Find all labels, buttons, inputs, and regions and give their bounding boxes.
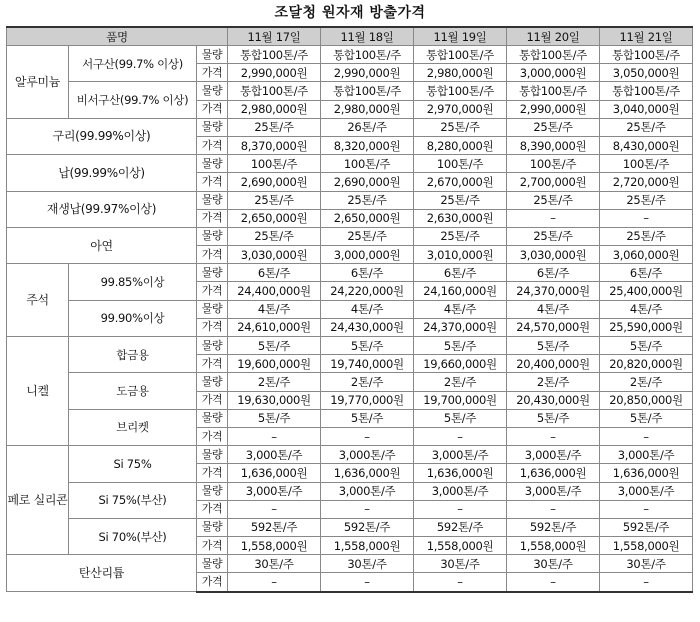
price-cell: 1,636,000원: [600, 464, 693, 482]
qty-cell: 5톤/주: [414, 337, 507, 355]
qty-cell: 30톤/주: [600, 555, 693, 573]
qty-cell: 25톤/주: [414, 227, 507, 245]
row-label-price: 가격: [197, 246, 228, 264]
price-cell: 2,700,000원: [507, 173, 600, 191]
row-label-qty: 물량: [197, 409, 228, 427]
category-name: 주석: [7, 264, 69, 337]
price-cell: 1,636,000원: [507, 464, 600, 482]
price-cell: 3,000,000원: [507, 64, 600, 82]
qty-cell: 6톤/주: [228, 264, 321, 282]
price-cell: 2,980,000원: [414, 64, 507, 82]
price-cell: 20,820,000원: [600, 355, 693, 373]
qty-cell: 100톤/주: [414, 155, 507, 173]
qty-cell: 4톤/주: [228, 300, 321, 318]
price-cell: 8,280,000원: [414, 136, 507, 154]
qty-cell: 4톤/주: [321, 300, 414, 318]
header-row: [7, 27, 693, 46]
table-row: [7, 191, 693, 209]
price-cell: 19,700,000원: [414, 391, 507, 409]
price-cell: 19,740,000원: [321, 355, 414, 373]
qty-cell: 30톤/주: [507, 555, 600, 573]
table-row: [7, 518, 693, 536]
price-cell: 2,980,000원: [228, 100, 321, 118]
price-cell: –: [600, 209, 693, 227]
price-cell: –: [507, 427, 600, 445]
price-cell: 24,160,000원: [414, 282, 507, 300]
qty-cell: 5톤/주: [600, 409, 693, 427]
price-cell: 1,636,000원: [228, 464, 321, 482]
category-name: 구리(99.99%이상): [7, 118, 197, 154]
price-cell: 2,970,000원: [414, 100, 507, 118]
qty-cell: 6톤/주: [507, 264, 600, 282]
qty-cell: 3,000톤/주: [228, 482, 321, 500]
row-label-qty: 물량: [197, 118, 228, 136]
price-cell: 2,650,000원: [321, 209, 414, 227]
row-label-qty: 물량: [197, 300, 228, 318]
qty-cell: 26톤/주: [321, 118, 414, 136]
price-cell: 2,670,000원: [414, 173, 507, 191]
price-cell: 1,558,000원: [228, 537, 321, 555]
qty-cell: 592톤/주: [321, 518, 414, 536]
subcategory-name: Si 75%(부산): [69, 482, 197, 518]
price-cell: –: [414, 573, 507, 592]
price-cell: 1,558,000원: [321, 537, 414, 555]
price-cell: 20,430,000원: [507, 391, 600, 409]
price-cell: 2,980,000원: [321, 100, 414, 118]
qty-cell: 3,000톤/주: [228, 446, 321, 464]
price-cell: 19,770,000원: [321, 391, 414, 409]
price-cell: 1,558,000원: [600, 537, 693, 555]
price-cell: 3,030,000원: [228, 246, 321, 264]
qty-cell: 통합100톤/주: [414, 46, 507, 64]
row-label-qty: 물량: [197, 82, 228, 100]
header-item: 품명: [7, 27, 228, 46]
qty-cell: 592톤/주: [228, 518, 321, 536]
page-title: 조달청 원자재 방출가격: [274, 5, 426, 21]
row-label-price: 가격: [197, 500, 228, 518]
row-label-price: 가격: [197, 136, 228, 154]
qty-cell: 통합100톤/주: [321, 46, 414, 64]
price-cell: 25,590,000원: [600, 318, 693, 336]
qty-cell: 25톤/주: [414, 191, 507, 209]
qty-cell: 2톤/주: [507, 373, 600, 391]
category-name: 납(99.99%이상): [7, 155, 197, 191]
price-cell: 8,320,000원: [321, 136, 414, 154]
qty-cell: 30톤/주: [228, 555, 321, 573]
price-cell: –: [600, 500, 693, 518]
price-cell: –: [228, 500, 321, 518]
table-row: [7, 555, 693, 573]
category-name: 재생납(99.97%이상): [7, 191, 197, 227]
qty-cell: 25톤/주: [507, 227, 600, 245]
row-label-qty: 물량: [197, 227, 228, 245]
subcategory-name: 비서구산(99.7% 이상): [69, 82, 197, 118]
qty-cell: 100톤/주: [228, 155, 321, 173]
qty-cell: 통합100톤/주: [228, 82, 321, 100]
price-cell: –: [321, 573, 414, 592]
qty-cell: 6톤/주: [600, 264, 693, 282]
price-cell: 1,558,000원: [414, 537, 507, 555]
price-cell: 24,570,000원: [507, 318, 600, 336]
price-cell: 2,720,000원: [600, 173, 693, 191]
price-cell: 2,650,000원: [228, 209, 321, 227]
price-cell: 3,040,000원: [600, 100, 693, 118]
price-cell: 24,220,000원: [321, 282, 414, 300]
qty-cell: 25톤/주: [600, 191, 693, 209]
price-cell: 20,400,000원: [507, 355, 600, 373]
table-row: [7, 446, 693, 464]
header-date: 11월 18일: [321, 27, 414, 46]
qty-cell: 25톤/주: [600, 227, 693, 245]
qty-cell: 25톤/주: [228, 227, 321, 245]
subcategory-name: 서구산(99.7% 이상): [69, 46, 197, 82]
header-date: 11월 21일: [600, 27, 693, 46]
qty-cell: 25톤/주: [507, 118, 600, 136]
row-label-price: 가격: [197, 427, 228, 445]
qty-cell: 3,000톤/주: [507, 482, 600, 500]
price-cell: 24,370,000원: [507, 282, 600, 300]
table-row: [7, 373, 693, 391]
price-cell: –: [414, 427, 507, 445]
price-cell: 2,990,000원: [321, 64, 414, 82]
qty-cell: 5톤/주: [321, 337, 414, 355]
qty-cell: 30톤/주: [414, 555, 507, 573]
header-date: 11월 20일: [507, 27, 600, 46]
subcategory-name: Si 75%: [69, 446, 197, 482]
category-name: 아연: [7, 227, 197, 263]
qty-cell: 100톤/주: [321, 155, 414, 173]
table-row: [7, 409, 693, 427]
row-label-price: 가격: [197, 64, 228, 82]
qty-cell: 3,000톤/주: [321, 446, 414, 464]
subcategory-name: 99.90%이상: [69, 300, 197, 336]
table-row: [7, 300, 693, 318]
category-name: 탄산리튬: [7, 555, 197, 592]
price-cell: 24,610,000원: [228, 318, 321, 336]
price-cell: 20,850,000원: [600, 391, 693, 409]
row-label-price: 가격: [197, 355, 228, 373]
row-label-qty: 물량: [197, 555, 228, 573]
category-name: 니켈: [7, 337, 69, 446]
price-cell: –: [228, 573, 321, 592]
price-cell: –: [228, 427, 321, 445]
table-row: [7, 337, 693, 355]
price-cell: 2,690,000원: [321, 173, 414, 191]
table-row: [7, 118, 693, 136]
price-cell: –: [507, 500, 600, 518]
qty-cell: 4톤/주: [600, 300, 693, 318]
category-name: 페로 실리콘: [7, 446, 69, 555]
qty-cell: 통합100톤/주: [321, 82, 414, 100]
row-label-qty: 물량: [197, 446, 228, 464]
row-label-price: 가격: [197, 318, 228, 336]
row-label-price: 가격: [197, 282, 228, 300]
qty-cell: 통합100톤/주: [507, 46, 600, 64]
price-cell: –: [600, 427, 693, 445]
price-cell: –: [321, 500, 414, 518]
row-label-price: 가격: [197, 173, 228, 191]
qty-cell: 2톤/주: [228, 373, 321, 391]
price-cell: 19,600,000원: [228, 355, 321, 373]
qty-cell: 통합100톤/주: [507, 82, 600, 100]
table-row: [7, 82, 693, 100]
row-label-price: 가격: [197, 464, 228, 482]
price-cell: 8,370,000원: [228, 136, 321, 154]
price-cell: –: [507, 209, 600, 227]
qty-cell: 6톤/주: [321, 264, 414, 282]
qty-cell: 25톤/주: [600, 118, 693, 136]
qty-cell: 3,000톤/주: [600, 446, 693, 464]
price-cell: 8,430,000원: [600, 136, 693, 154]
price-cell: 25,400,000원: [600, 282, 693, 300]
qty-cell: 통합100톤/주: [414, 82, 507, 100]
row-label-price: 가격: [197, 209, 228, 227]
table-row: [7, 46, 693, 64]
qty-cell: 4톤/주: [414, 300, 507, 318]
row-label-price: 가격: [197, 100, 228, 118]
qty-cell: 통합100톤/주: [228, 46, 321, 64]
subcategory-name: 도금용: [69, 373, 197, 409]
table-row: [7, 264, 693, 282]
row-label-qty: 물량: [197, 264, 228, 282]
price-cell: 2,690,000원: [228, 173, 321, 191]
qty-cell: 25톤/주: [321, 191, 414, 209]
price-cell: –: [600, 573, 693, 592]
price-cell: 19,630,000원: [228, 391, 321, 409]
qty-cell: 3,000톤/주: [600, 482, 693, 500]
price-cell: 24,370,000원: [414, 318, 507, 336]
table-row: [7, 227, 693, 245]
qty-cell: 5톤/주: [507, 337, 600, 355]
table-body: [7, 46, 693, 592]
price-cell: 24,430,000원: [321, 318, 414, 336]
price-cell: 24,400,000원: [228, 282, 321, 300]
price-cell: 1,636,000원: [321, 464, 414, 482]
subcategory-name: 브리켓: [69, 409, 197, 445]
qty-cell: 2톤/주: [321, 373, 414, 391]
category-name: 알루미늄: [7, 46, 69, 119]
row-label-qty: 물량: [197, 191, 228, 209]
row-label-qty: 물량: [197, 373, 228, 391]
qty-cell: 592톤/주: [600, 518, 693, 536]
qty-cell: 5톤/주: [507, 409, 600, 427]
qty-cell: 통합100톤/주: [600, 82, 693, 100]
qty-cell: 100톤/주: [507, 155, 600, 173]
price-cell: 3,010,000원: [414, 246, 507, 264]
qty-cell: 30톤/주: [321, 555, 414, 573]
price-cell: 19,660,000원: [414, 355, 507, 373]
qty-cell: 25톤/주: [414, 118, 507, 136]
qty-cell: 5톤/주: [321, 409, 414, 427]
price-cell: 1,558,000원: [507, 537, 600, 555]
qty-cell: 5톤/주: [600, 337, 693, 355]
row-label-qty: 물량: [197, 155, 228, 173]
qty-cell: 3,000톤/주: [321, 482, 414, 500]
qty-cell: 25톤/주: [228, 191, 321, 209]
subcategory-name: 99.85%이상: [69, 264, 197, 300]
price-cell: 2,990,000원: [507, 100, 600, 118]
qty-cell: 25톤/주: [321, 227, 414, 245]
qty-cell: 25톤/주: [507, 191, 600, 209]
price-cell: 3,030,000원: [507, 246, 600, 264]
row-label-qty: 물량: [197, 46, 228, 64]
qty-cell: 5톤/주: [228, 337, 321, 355]
qty-cell: 6톤/주: [414, 264, 507, 282]
price-cell: 3,050,000원: [600, 64, 693, 82]
price-cell: –: [321, 427, 414, 445]
qty-cell: 3,000톤/주: [414, 482, 507, 500]
price-cell: –: [507, 573, 600, 592]
row-label-qty: 물량: [197, 337, 228, 355]
qty-cell: 100톤/주: [600, 155, 693, 173]
table-row: [7, 155, 693, 173]
qty-cell: 2톤/주: [414, 373, 507, 391]
price-cell: 2,990,000원: [228, 64, 321, 82]
qty-cell: 25톤/주: [228, 118, 321, 136]
row-label-qty: 물량: [197, 482, 228, 500]
qty-cell: 592톤/주: [507, 518, 600, 536]
qty-cell: 5톤/주: [228, 409, 321, 427]
header-date: 11월 19일: [414, 27, 507, 46]
header-date: 11월 17일: [228, 27, 321, 46]
price-cell: 8,390,000원: [507, 136, 600, 154]
price-cell: 2,630,000원: [414, 209, 507, 227]
price-cell: 1,636,000원: [414, 464, 507, 482]
row-label-qty: 물량: [197, 518, 228, 536]
qty-cell: 4톤/주: [507, 300, 600, 318]
price-cell: –: [414, 500, 507, 518]
qty-cell: 592톤/주: [414, 518, 507, 536]
price-cell: 3,060,000원: [600, 246, 693, 264]
row-label-price: 가격: [197, 537, 228, 555]
qty-cell: 2톤/주: [600, 373, 693, 391]
subcategory-name: Si 70%(부산): [69, 518, 197, 554]
subcategory-name: 합금용: [69, 337, 197, 373]
qty-cell: 3,000톤/주: [414, 446, 507, 464]
price-table: [6, 26, 693, 593]
price-cell: 3,000,000원: [321, 246, 414, 264]
qty-cell: 3,000톤/주: [507, 446, 600, 464]
qty-cell: 5톤/주: [414, 409, 507, 427]
table-row: [7, 482, 693, 500]
row-label-price: 가격: [197, 391, 228, 409]
row-label-price: 가격: [197, 573, 228, 592]
qty-cell: 통합100톤/주: [600, 46, 693, 64]
